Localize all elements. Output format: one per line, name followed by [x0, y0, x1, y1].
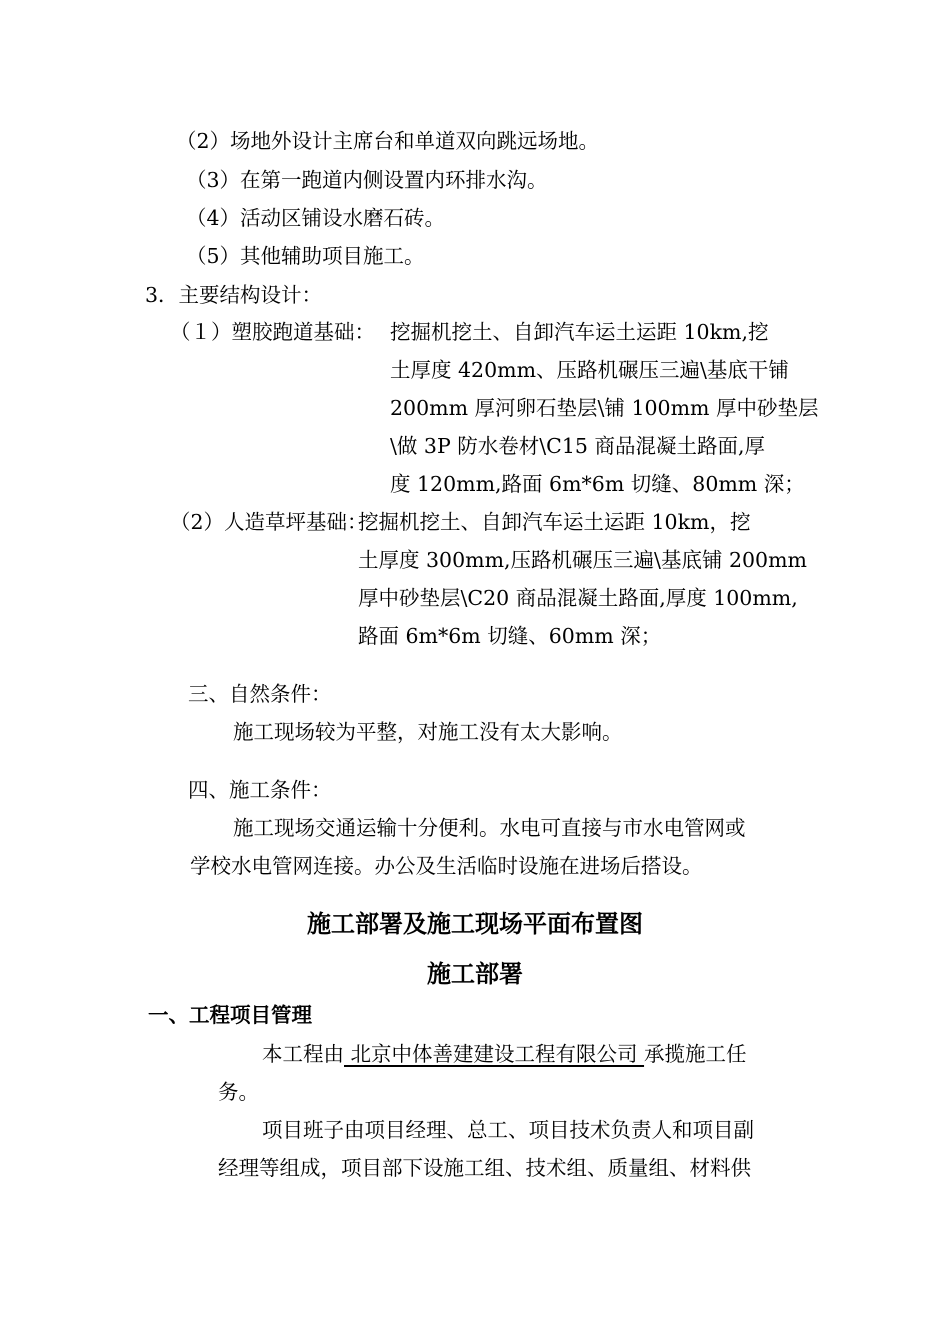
- track-line: 挖掘机挖土、自卸汽车运土运距 10km,挖: [390, 320, 769, 344]
- paragraph-text: 承揽施工任: [644, 1042, 747, 1066]
- paragraph-line: [262, 1040, 747, 1068]
- scope-item-3: （3）在第一跑道内侧设置内环排水沟。: [186, 168, 548, 192]
- track-line: 度 120mm,路面 6m*6m 切缝、80mm 深；: [390, 472, 805, 496]
- scope-item-5: （5）其他辅助项目施工。: [186, 244, 425, 268]
- paragraph-line: 项目班子由项目经理、总工、项目技术负责人和项目副: [262, 1118, 754, 1142]
- natural-heading: 三、自然条件：: [188, 682, 332, 706]
- page-title: 施工部署及施工现场平面布置图: [307, 909, 643, 938]
- structure-heading: 3．主要结构设计：: [145, 283, 323, 307]
- turf-label: （2）人造草坪基础：: [170, 510, 368, 534]
- construction-line: 学校水电管网连接。办公及生活临时设施在进场后搭设。: [190, 854, 703, 878]
- turf-line: 厚中砂垫层\C20 商品混凝土路面,厚度 100mm,: [358, 586, 798, 610]
- turf-line: 路面 6m*6m 切缝、60mm 深；: [358, 624, 662, 648]
- track-line: 土厚度 420mm、压路机碾压三遍\基底干铺: [390, 358, 789, 382]
- construction-line: 施工现场交通运输十分便利。水电可直接与市水电管网或: [233, 816, 746, 840]
- paragraph-text: 本工程由: [262, 1042, 344, 1066]
- scope-item-2: （2）场地外设计主席台和单道双向跳远场地。: [176, 129, 600, 153]
- company-name: 北京中体善建建设工程有限公司: [344, 1042, 645, 1066]
- track-label: （１）塑胶跑道基础：: [170, 320, 375, 344]
- turf-line: 土厚度 300mm,压路机碾压三遍\基底铺 200mm: [358, 548, 807, 572]
- section-heading: 一、工程项目管理: [148, 1003, 312, 1027]
- scope-item-4: （4）活动区铺设水磨石砖。: [186, 206, 446, 230]
- natural-body: 施工现场较为平整，对施工没有太大影响。: [233, 720, 623, 744]
- page-subtitle: 施工部署: [427, 959, 523, 988]
- track-line: 200mm 厚河卵石垫层\铺 100mm 厚中砂垫层: [390, 396, 819, 420]
- paragraph-line: 经理等组成，项目部下设施工组、技术组、质量组、材料供: [218, 1156, 751, 1180]
- construction-heading: 四、施工条件：: [188, 778, 332, 802]
- turf-line: 挖掘机挖土、自卸汽车运土运距 10km，挖: [358, 510, 751, 534]
- paragraph-line: 务。: [218, 1080, 259, 1104]
- track-line: \做 3P 防水卷材\C15 商品混凝土路面,厚: [390, 434, 765, 458]
